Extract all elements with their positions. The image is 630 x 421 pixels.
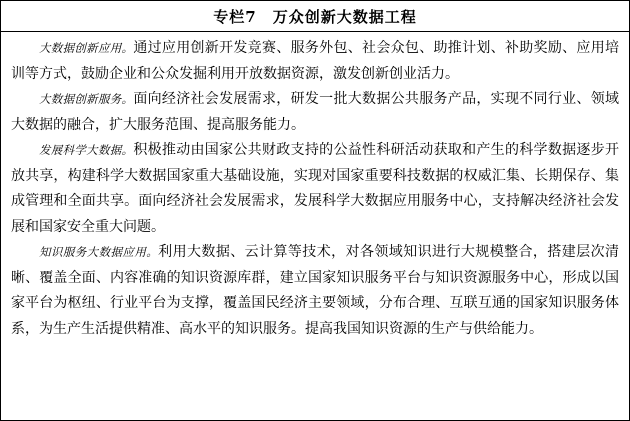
item-text: 面向经济社会发展需求，研发一批大数据公共服务产品，实现不同行业、领域大数据的融合，扩大服务范围、提高服务能力。 — [11, 91, 620, 133]
item-scientific-big-data — [11, 138, 619, 240]
item-knowledge-service-big-data — [11, 240, 619, 342]
item-big-data-innovation-service — [11, 87, 619, 138]
item-text: 通过应用创新开发竞赛、服务外包、社会众包、助推计划、补助奖励、应用培训等方式，鼓励企业和公众发掘利用开放数据资源，激发创新创业活力。 — [11, 40, 620, 82]
item-text: 积极推动由国家公共财政支持的公益性科研活动获取和产生的科学数据逐步开放共享，构建科学大数据国家重大基础设施，实现对国家重要科技数据的权威汇集、长期保存、集成管理和全面共享。面向经济社会发展需求，发展科学大数据应用服务中心，支持解决经济社会发展和国家安全重大问题。 — [11, 142, 620, 235]
item-big-data-innovation-application — [11, 36, 619, 87]
item-lead: 发展科学大数据。 — [39, 143, 134, 157]
box-title: 专栏7 万众创新大数据工程 — [1, 1, 629, 32]
item-lead: 知识服务大数据应用。 — [39, 245, 159, 259]
box-content — [1, 32, 629, 342]
item-text: 利用大数据、云计算等技术，对各领域知识进行大规模整合，搭建层次清晰、覆盖全面、内容准确的知识资源库群，建立国家知识服务平台与知识资源服务中心，形成以国家平台为枢纽、行业平台为支撑，覆盖国民经济主要领域，分布合理、互联互通的国家知识服务体系，为生产生活提供精准、高水平的知识服务。提高我国知识资源的生产与供给能力。 — [11, 244, 620, 337]
item-lead: 大数据创新服务。 — [39, 92, 134, 106]
item-lead: 大数据创新应用。 — [39, 41, 134, 55]
